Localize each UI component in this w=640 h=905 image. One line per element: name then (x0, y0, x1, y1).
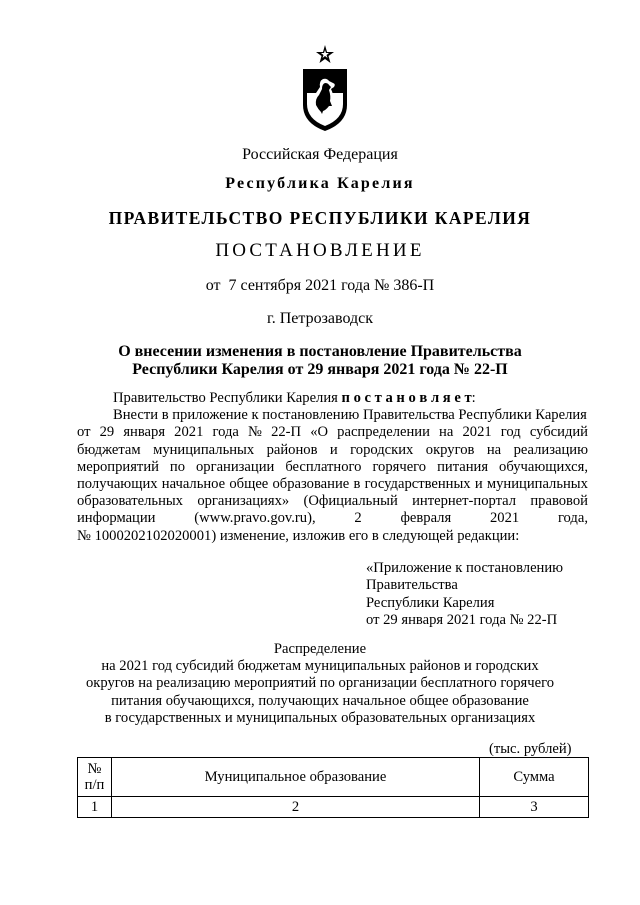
word: субсидий (529, 424, 588, 441)
para-line-justified (77, 424, 588, 441)
header-cell-number (78, 758, 112, 797)
para-line-justified (77, 459, 588, 476)
intro-line (77, 390, 588, 407)
star-icon (316, 45, 334, 63)
word: округов (425, 441, 475, 458)
government-title: ПРАВИТЕЛЬСТВО РЕСПУБЛИКИ КАРЕЛИЯ (108, 208, 532, 228)
distribution-title: Распределение (273, 641, 367, 657)
word: года (212, 424, 239, 441)
word: 22-П (271, 424, 302, 441)
word: районов (266, 441, 318, 458)
word: 29 (99, 424, 115, 441)
distribution-heading (0, 641, 640, 727)
word: в (353, 476, 361, 493)
word: января (123, 424, 166, 441)
body-text (77, 390, 588, 545)
para-line-justified (77, 493, 588, 510)
title-line-1: О внесении изменения в постановление Правительства (118, 343, 522, 360)
word: информации (77, 510, 156, 527)
word: 2021 (462, 424, 492, 441)
word: образовательных (77, 493, 183, 510)
para-line: № 1000202102020001) изменение, изложив его в следующей редакции: (77, 527, 520, 544)
word: муниципальных (153, 441, 255, 458)
intro-decree-word: п о с т а н о в л я е т (341, 390, 472, 406)
table-header-row (78, 758, 589, 797)
word: от (77, 424, 91, 441)
word: на (439, 424, 454, 441)
header-number-line-1: № (87, 761, 102, 777)
intro-suffix: : (471, 390, 476, 406)
header-cell-municipality: Муниципальное образование (112, 758, 480, 797)
word: организации (195, 458, 275, 475)
header-number-line-2: п/п (84, 777, 105, 793)
distribution-table (77, 757, 589, 818)
word: и (474, 476, 483, 493)
word: и (329, 441, 338, 458)
para-line: Внести в приложение к постановлению Правительства Республики Карелия (113, 407, 587, 424)
word: горячего (372, 458, 427, 475)
word: бюджетам (77, 441, 141, 458)
word: городских (350, 441, 414, 458)
word: 2021 (174, 424, 204, 441)
word: обучающихся, (499, 458, 588, 475)
word: общее (229, 476, 269, 493)
word: образование (272, 476, 350, 493)
word: (www.pravo.gov.ru), (194, 510, 316, 527)
table-row (78, 797, 589, 818)
document-title (0, 343, 640, 379)
word: питания (437, 458, 489, 475)
word: мероприятий (77, 458, 159, 475)
table-cell: 1 (78, 797, 112, 818)
word: муниципальных (486, 476, 588, 493)
word: по (169, 458, 186, 475)
word: организациях» (197, 493, 290, 510)
word: года, (557, 510, 588, 527)
distribution-line-3: питания обучающихся, получающих начальное общее образование (111, 692, 529, 709)
word: распределении (337, 424, 430, 441)
word: «О (310, 424, 329, 441)
word: 2 (354, 510, 362, 527)
word: (Официальный (303, 493, 398, 510)
city: г. Петрозаводск (266, 310, 374, 327)
distribution-line-4: в государственных и муниципальных образовательных организациях (104, 709, 536, 726)
units-label: (тыс. рублей) (489, 741, 572, 757)
word: 2021 (489, 510, 520, 527)
region-name: Республика Карелия (225, 175, 415, 192)
word: интернет-портал (412, 493, 517, 510)
appendix-line-4: от 29 января 2021 года № 22-П (366, 612, 558, 629)
word: февраля (400, 510, 452, 527)
para-line-justified (77, 510, 588, 527)
word: начальное (161, 476, 226, 493)
word: реализацию (513, 441, 588, 458)
word: № (248, 424, 262, 441)
country-name: Российская Федерация (242, 146, 398, 163)
word: правовой (530, 493, 588, 510)
word: на (486, 441, 502, 458)
table-cell: 2 (112, 797, 480, 818)
header-cell-amount: Сумма (480, 758, 589, 797)
appendix-line-1: «Приложение к постановлению (366, 560, 564, 576)
table-cell: 3 (480, 797, 589, 818)
date-number: от 7 сентября 2021 года № 386-П (205, 277, 435, 294)
word: бесплатного (285, 458, 362, 475)
distribution-line-2: округов на реализацию мероприятий по организации бесплатного горячего (85, 675, 555, 692)
appendix-line-3: Республики Карелия (366, 594, 495, 611)
appendix-reference (366, 560, 563, 630)
appendix-line-2: Правительства (366, 577, 458, 594)
document-type: ПОСТАНОВЛЕНИЕ (215, 240, 425, 261)
word: получающих (77, 476, 158, 493)
distribution-line-1: на 2021 год субсидий бюджетам муниципальных районов и городских (101, 658, 539, 675)
para-line-justified (77, 476, 588, 493)
para-line-justified (77, 442, 588, 459)
word: год (500, 424, 521, 441)
intro-prefix: Правительство Республики Карелия (113, 390, 342, 406)
coat-of-arms-emblem (298, 43, 352, 133)
title-line-2: Республики Карелия от 29 января 2021 года № 22-П (132, 361, 508, 378)
word: государственных (364, 476, 471, 493)
